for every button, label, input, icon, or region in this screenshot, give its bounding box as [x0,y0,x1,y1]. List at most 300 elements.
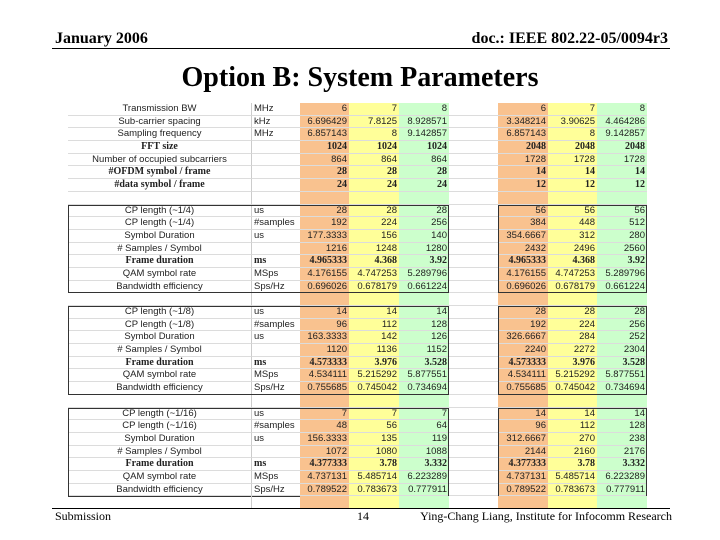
value-cell: 12 [498,179,548,192]
value-cell [498,293,548,306]
table-row [68,446,662,459]
value-cell: 4.965333 [498,255,548,268]
value-cell: 9.142857 [597,128,647,141]
value-cell: 3.92 [597,255,647,268]
spacer-cell [449,382,498,395]
value-cell: 140 [399,230,449,243]
value-cell: 112 [548,420,597,433]
value-cell: 28 [548,306,597,319]
value-cell: 2048 [548,141,597,154]
value-cell: 8 [597,103,647,116]
value-cell: 3.528 [597,357,647,370]
row-unit: kHz [251,116,300,129]
parameters-table [68,103,662,509]
value-cell: 256 [597,319,647,332]
row-label: Bandwidth efficiency [68,382,251,395]
spacer-cell [449,103,498,116]
value-cell: 270 [548,433,597,446]
value-cell: 4.534111 [498,369,548,382]
value-cell: 28 [498,306,548,319]
value-cell: 14 [597,166,647,179]
value-cell: 5.289796 [399,268,449,281]
value-cell: 6.696429 [300,116,349,129]
value-cell: 4.747253 [349,268,399,281]
value-cell: 1120 [300,344,349,357]
row-label [68,395,251,408]
row-unit: ms [251,458,300,471]
table-row [68,268,662,281]
value-cell [498,395,548,408]
spacer-cell [449,179,498,192]
value-cell [399,192,449,205]
row-unit [251,293,300,306]
table-row [68,408,662,421]
value-cell: 2176 [597,446,647,459]
value-cell: 4.747253 [548,268,597,281]
row-unit: MSps [251,369,300,382]
value-cell: 5.485714 [548,471,597,484]
value-cell [597,192,647,205]
value-cell: 0.661224 [597,281,647,294]
value-cell [399,395,449,408]
value-cell: 5.877551 [399,369,449,382]
value-cell: 3.78 [349,458,399,471]
value-cell: 7 [349,103,399,116]
value-cell: 256 [399,217,449,230]
spacer-cell [449,408,498,421]
value-cell: 0.678179 [548,281,597,294]
row-unit: Sps/Hz [251,281,300,294]
value-cell: 3.976 [349,357,399,370]
value-cell: 2496 [548,243,597,256]
row-unit [251,179,300,192]
spacer-cell [449,281,498,294]
spacer-cell [449,230,498,243]
value-cell: 224 [548,319,597,332]
row-unit [251,395,300,408]
value-cell: 56 [349,420,399,433]
row-unit: us [251,433,300,446]
value-cell: 28 [349,166,399,179]
row-unit: Sps/Hz [251,382,300,395]
value-cell: 0.777911 [399,484,449,497]
value-cell: 326.6667 [498,331,548,344]
table-row [68,293,662,306]
row-label: Frame duration [68,255,251,268]
value-cell: 12 [597,179,647,192]
spacer-cell [449,166,498,179]
row-unit [251,166,300,179]
value-cell: 14 [597,408,647,421]
value-cell [597,395,647,408]
table-row [68,357,662,370]
spacer-cell [449,357,498,370]
row-label: #OFDM symbol / frame [68,166,251,179]
value-cell: 4.377333 [498,458,548,471]
table-row [68,382,662,395]
table-row [68,306,662,319]
value-cell: 312 [548,230,597,243]
row-label: # Samples / Symbol [68,446,251,459]
value-cell: 7 [300,408,349,421]
spacer-cell [449,243,498,256]
value-cell: 112 [349,319,399,332]
value-cell: 448 [548,217,597,230]
value-cell: 3.332 [399,458,449,471]
value-cell: 384 [498,217,548,230]
value-cell: 7 [399,408,449,421]
row-unit: #samples [251,217,300,230]
spacer-cell [449,446,498,459]
row-label: Symbol Duration [68,433,251,446]
spacer-cell [449,192,498,205]
value-cell: 1216 [300,243,349,256]
row-unit: us [251,306,300,319]
table-row [68,369,662,382]
spacer-cell [449,293,498,306]
value-cell: 192 [498,319,548,332]
value-cell: 2432 [498,243,548,256]
value-cell: 6.223289 [597,471,647,484]
row-label: CP length (~1/4) [68,205,251,218]
value-cell: 2304 [597,344,647,357]
row-label: CP length (~1/16) [68,408,251,421]
table-row [68,217,662,230]
value-cell: 1152 [399,344,449,357]
value-cell: 252 [597,331,647,344]
row-label: Sampling frequency [68,128,251,141]
value-cell: 3.78 [548,458,597,471]
value-cell: 6.223289 [399,471,449,484]
table-row [68,243,662,256]
value-cell: 0.755685 [498,382,548,395]
value-cell: 1088 [399,446,449,459]
spacer-cell [449,154,498,167]
value-cell: 864 [349,154,399,167]
row-unit: MSps [251,268,300,281]
spacer-cell [449,306,498,319]
row-label: QAM symbol rate [68,471,251,484]
value-cell: 28 [300,166,349,179]
row-label: Sub-carrier spacing [68,116,251,129]
value-cell: 14 [498,166,548,179]
value-cell: 864 [300,154,349,167]
table-row [68,230,662,243]
row-unit: #samples [251,420,300,433]
value-cell: 119 [399,433,449,446]
value-cell: 4.176155 [300,268,349,281]
value-cell [597,293,647,306]
value-cell: 3.348214 [498,116,548,129]
row-label: Frame duration [68,357,251,370]
table-row [68,319,662,332]
value-cell: 2048 [597,141,647,154]
value-cell: 3.332 [597,458,647,471]
row-unit: MSps [251,471,300,484]
value-cell [349,192,399,205]
table-row [68,281,662,294]
value-cell: 64 [399,420,449,433]
value-cell: 4.737131 [498,471,548,484]
header-doc-id: doc.: IEEE 802.22-05/0094r3 [471,30,668,47]
value-cell: 354.6667 [498,230,548,243]
value-cell: 312.6667 [498,433,548,446]
table-row [68,471,662,484]
spacer-cell [449,471,498,484]
value-cell: 48 [300,420,349,433]
row-label: Bandwidth efficiency [68,484,251,497]
spacer-cell [449,217,498,230]
value-cell: 142 [349,331,399,344]
value-cell: 128 [399,319,449,332]
row-label: Number of occupied subcarriers [68,154,251,167]
row-unit [251,446,300,459]
value-cell: 5.289796 [597,268,647,281]
value-cell: 1072 [300,446,349,459]
row-unit: us [251,230,300,243]
value-cell [300,395,349,408]
value-cell: 28 [399,166,449,179]
value-cell: 135 [349,433,399,446]
value-cell: 5.215292 [548,369,597,382]
spacer-cell [449,205,498,218]
row-unit [251,243,300,256]
value-cell: 3.90625 [548,116,597,129]
footer-submission: Submission [55,509,112,523]
value-cell: 96 [300,319,349,332]
value-cell: 1024 [349,141,399,154]
row-unit [251,141,300,154]
value-cell [548,395,597,408]
value-cell: 280 [597,230,647,243]
value-cell: 7 [349,408,399,421]
spacer-cell [449,331,498,344]
value-cell: 4.368 [548,255,597,268]
value-cell: 14 [498,408,548,421]
spacer-cell [449,268,498,281]
value-cell: 1280 [399,243,449,256]
value-cell [349,293,399,306]
value-cell: 5.485714 [349,471,399,484]
value-cell: 0.696026 [300,281,349,294]
value-cell: 28 [399,205,449,218]
value-cell: 1080 [349,446,399,459]
value-cell [548,192,597,205]
value-cell: 28 [597,306,647,319]
table-row [68,116,662,129]
value-cell [349,395,399,408]
value-cell: 1136 [349,344,399,357]
value-cell: 284 [548,331,597,344]
value-cell: 3.976 [548,357,597,370]
row-label: Bandwidth efficiency [68,281,251,294]
value-cell: 163.3333 [300,331,349,344]
value-cell: 1024 [399,141,449,154]
value-cell: 9.142857 [399,128,449,141]
value-cell: 0.789522 [498,484,548,497]
row-label: CP length (~1/4) [68,217,251,230]
table-row [68,128,662,141]
row-label: QAM symbol rate [68,268,251,281]
value-cell [300,192,349,205]
spacer-cell [449,141,498,154]
row-unit [251,344,300,357]
value-cell: 2160 [548,446,597,459]
value-cell: 4.377333 [300,458,349,471]
value-cell: 14 [349,306,399,319]
value-cell [498,192,548,205]
value-cell: 1728 [548,154,597,167]
value-cell: 1248 [349,243,399,256]
value-cell [548,293,597,306]
footer-author: Ying-Chang Liang, Institute for Infocomm Research [420,509,672,523]
value-cell: 14 [548,166,597,179]
row-unit [251,192,300,205]
value-cell: 156 [349,230,399,243]
value-cell: 2560 [597,243,647,256]
value-cell: 0.745042 [548,382,597,395]
value-cell: 4.737131 [300,471,349,484]
value-cell: 2144 [498,446,548,459]
table-row [68,205,662,218]
value-cell: 2240 [498,344,548,357]
row-label: # Samples / Symbol [68,344,251,357]
spacer-cell [449,344,498,357]
row-unit: MHz [251,128,300,141]
spacer-cell [449,433,498,446]
value-cell: 192 [300,217,349,230]
value-cell: 8 [349,128,399,141]
value-cell: 24 [349,179,399,192]
value-cell: 2048 [498,141,548,154]
value-cell: 5.877551 [597,369,647,382]
value-cell: 56 [597,205,647,218]
value-cell: 12 [548,179,597,192]
value-cell: 0.783673 [548,484,597,497]
value-cell: 4.573333 [300,357,349,370]
row-unit: us [251,408,300,421]
spacer-cell [449,484,498,497]
table-row [68,344,662,357]
table-row [68,331,662,344]
value-cell: 0.783673 [349,484,399,497]
value-cell: 128 [597,420,647,433]
value-cell: 156.3333 [300,433,349,446]
value-cell: 6 [498,103,548,116]
value-cell: 0.696026 [498,281,548,294]
row-label: Symbol Duration [68,230,251,243]
value-cell [399,293,449,306]
value-cell: 56 [498,205,548,218]
row-label [68,293,251,306]
table-row [68,103,662,116]
value-cell: 864 [399,154,449,167]
row-label: CP length (~1/8) [68,306,251,319]
spacer-cell [449,458,498,471]
value-cell: 3.92 [399,255,449,268]
table-row [68,179,662,192]
value-cell: 6 [300,103,349,116]
table-row [68,255,662,268]
value-cell: 28 [300,205,349,218]
value-cell: 14 [548,408,597,421]
value-cell: 28 [349,205,399,218]
row-unit: us [251,331,300,344]
spacer-cell [449,255,498,268]
value-cell: 0.745042 [349,382,399,395]
value-cell: 24 [300,179,349,192]
value-cell: 14 [300,306,349,319]
row-unit: ms [251,357,300,370]
value-cell: 0.661224 [399,281,449,294]
value-cell: 4.176155 [498,268,548,281]
value-cell: 6.857143 [300,128,349,141]
value-cell: 0.777911 [597,484,647,497]
table-row [68,141,662,154]
value-cell: 238 [597,433,647,446]
row-label [68,192,251,205]
value-cell: 0.678179 [349,281,399,294]
value-cell: 512 [597,217,647,230]
value-cell: 6.857143 [498,128,548,141]
value-cell: 2272 [548,344,597,357]
value-cell: 1728 [597,154,647,167]
row-label: Transmission BW [68,103,251,116]
row-label: CP length (~1/8) [68,319,251,332]
row-unit [251,154,300,167]
value-cell: 56 [548,205,597,218]
spacer-cell [449,369,498,382]
row-unit: ms [251,255,300,268]
row-unit: MHz [251,103,300,116]
table-row [68,484,662,497]
row-label: #data symbol / frame [68,179,251,192]
value-cell: 0.734694 [597,382,647,395]
table-row [68,154,662,167]
value-cell: 4.464286 [597,116,647,129]
value-cell: 4.965333 [300,255,349,268]
spacer-cell [449,116,498,129]
value-cell: 0.789522 [300,484,349,497]
value-cell: 24 [399,179,449,192]
row-label: # Samples / Symbol [68,243,251,256]
value-cell [300,293,349,306]
table-row [68,433,662,446]
value-cell: 8 [548,128,597,141]
page-number: 14 [357,509,369,523]
spacer-cell [449,420,498,433]
table-row [68,420,662,433]
table-row [68,166,662,179]
value-cell: 4.573333 [498,357,548,370]
value-cell: 3.528 [399,357,449,370]
value-cell: 5.215292 [349,369,399,382]
spacer-cell [449,395,498,408]
table-row [68,192,662,205]
row-label: QAM symbol rate [68,369,251,382]
row-unit: Sps/Hz [251,484,300,497]
value-cell: 7.8125 [349,116,399,129]
value-cell: 14 [399,306,449,319]
value-cell: 96 [498,420,548,433]
header-date: January 2006 [55,30,148,47]
table-row [68,458,662,471]
value-cell: 1728 [498,154,548,167]
value-cell: 7 [548,103,597,116]
row-label: FFT size [68,141,251,154]
value-cell: 8.928571 [399,116,449,129]
value-cell: 0.755685 [300,382,349,395]
